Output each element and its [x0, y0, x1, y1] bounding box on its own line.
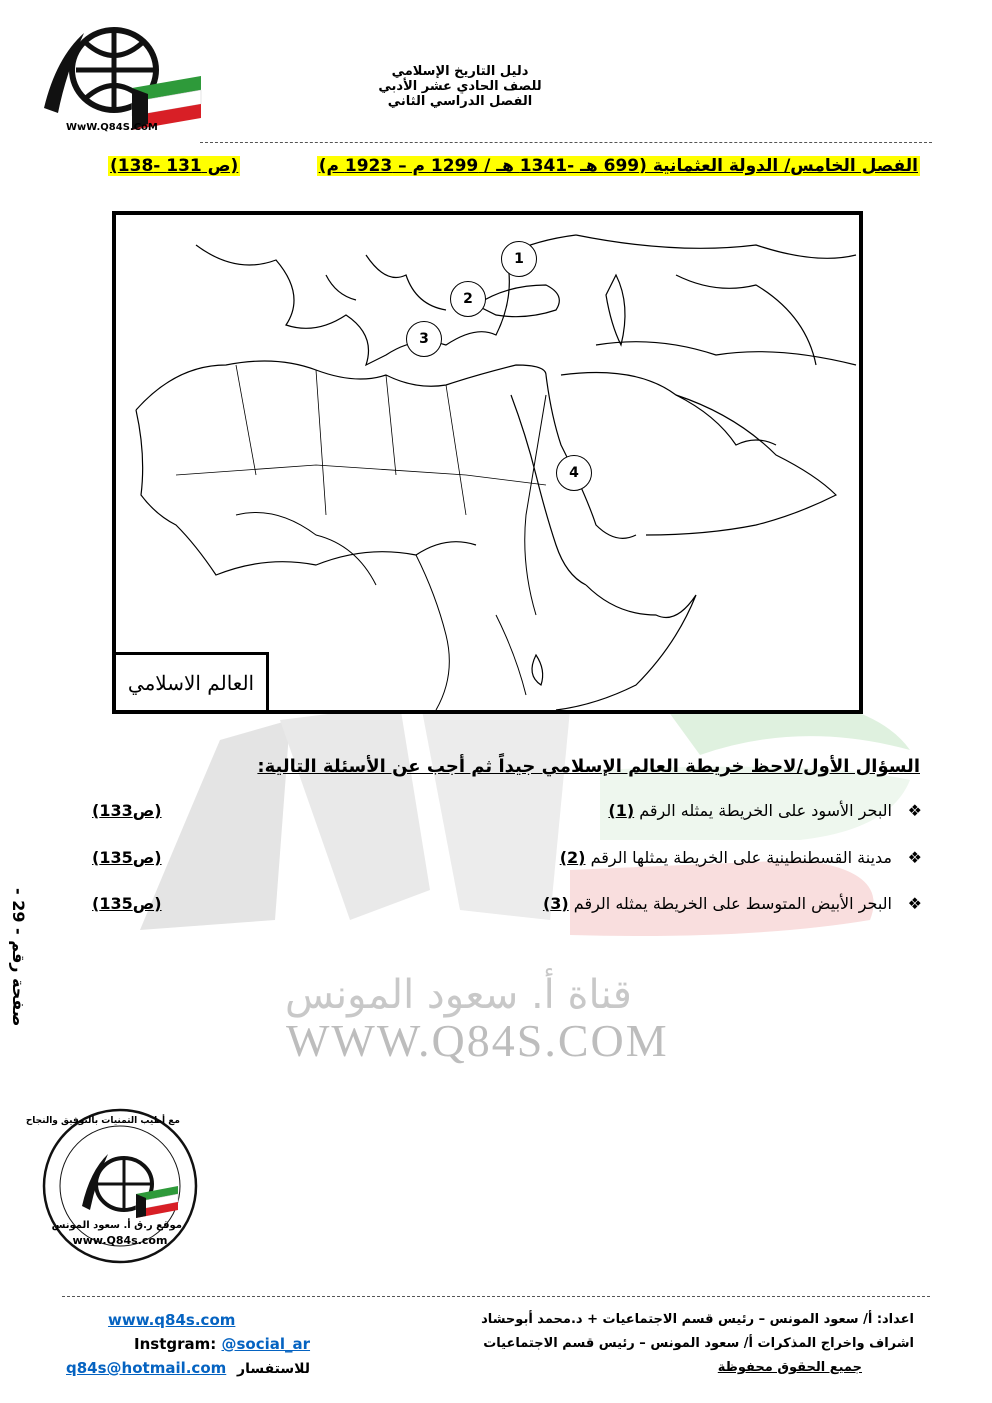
- header-line-3: الفصل الدراسي الثاني: [387, 94, 533, 109]
- header-divider: [200, 142, 932, 143]
- bottom-logo: [25, 1106, 200, 1266]
- page-number: صفحة رقم - 29 -: [9, 888, 28, 1027]
- map-outline: [116, 215, 859, 710]
- map-marker-4: 4: [556, 455, 592, 491]
- header-block: [330, 64, 590, 109]
- question-number: (1): [608, 801, 635, 820]
- footer-website-link[interactable]: www.q84s.com: [108, 1311, 236, 1329]
- question-text-body: البحر الأبيض المتوسط على الخريطة يمثله الرقم: [573, 894, 892, 913]
- footer-credits-2: اشراف واخراج المذكرات أ/ سعود المونس – رئيس قسم الاجتماعيات: [483, 1336, 914, 1351]
- footer-rights: جميع الحقوق محفوظة: [717, 1360, 862, 1375]
- globe-logo-icon: [36, 18, 206, 136]
- question-number: (2): [559, 848, 586, 867]
- footer-divider: [62, 1296, 930, 1297]
- islamic-world-map: [112, 211, 863, 714]
- map-marker-1: 1: [501, 241, 537, 277]
- question-page-ref: (ص135): [92, 848, 162, 867]
- question-text: [608, 801, 892, 820]
- instagram-label: Instgram:: [134, 1335, 217, 1353]
- bottom-logo-arc-text: مع أطيب التمنيات بالتوفيق والنجاح: [25, 1116, 180, 1126]
- footer-email-row: [66, 1359, 310, 1377]
- watermark-url-text: WWW.Q84S.COM: [286, 1015, 669, 1066]
- bullet-icon: ❖: [907, 894, 922, 913]
- top-logo: [36, 18, 206, 136]
- chapter-title: الفصل الخامس/ الدولة العثمانية (699 هـ -1341 هـ / 1299 م – 1923 م): [318, 156, 918, 176]
- question-text: [543, 894, 892, 913]
- footer-credits-1: اعداد: أ/ سعود المونس – رئيس قسم الاجتماعيات + د.محمد أبوحشاد: [481, 1312, 914, 1327]
- top-logo-url: WwW.Q84S.CoM: [66, 122, 158, 133]
- watermark-channel-text: قناة أ. سعود المونس: [285, 972, 632, 1018]
- bullet-icon: ❖: [907, 848, 922, 867]
- question-text-body: مدينة القسطنطينية على الخريطة يمثلها الرقم: [590, 848, 892, 867]
- instagram-handle-link[interactable]: @social_ar: [221, 1335, 311, 1353]
- question-text: [560, 848, 892, 867]
- question-page-ref: (ص135): [92, 894, 162, 913]
- question-page-ref: (ص133): [92, 801, 162, 820]
- footer-email-link[interactable]: q84s@hotmail.com: [66, 1359, 227, 1377]
- map-marker-2: 2: [450, 281, 486, 317]
- footer-instagram: [134, 1335, 310, 1353]
- question-text-body: البحر الأسود على الخريطة يمثله الرقم: [639, 801, 892, 820]
- question-number: (3): [542, 894, 569, 913]
- chapter-pages: (ص 131 -138): [110, 156, 239, 176]
- map-marker-3: 3: [406, 321, 442, 357]
- question-title: السؤال الأول/لاحظ خريطة العالم الإسلامي جيداً ثم أجب عن الأسئلة التالية:: [257, 756, 920, 777]
- map-label: العالم الاسلامي: [116, 652, 269, 710]
- bottom-logo-site: موقع ر.ق أ. سعود المونس: [51, 1220, 182, 1231]
- header-line-1: دليل التاريخ الإسلامي: [391, 64, 529, 79]
- footer-inquiry-label: للاستفسار: [237, 1361, 311, 1377]
- header-line-2: للصف الحادي عشر الأدبي: [378, 79, 542, 94]
- bullet-icon: ❖: [907, 801, 922, 820]
- bottom-logo-url: www.Q84s.com: [72, 1234, 168, 1247]
